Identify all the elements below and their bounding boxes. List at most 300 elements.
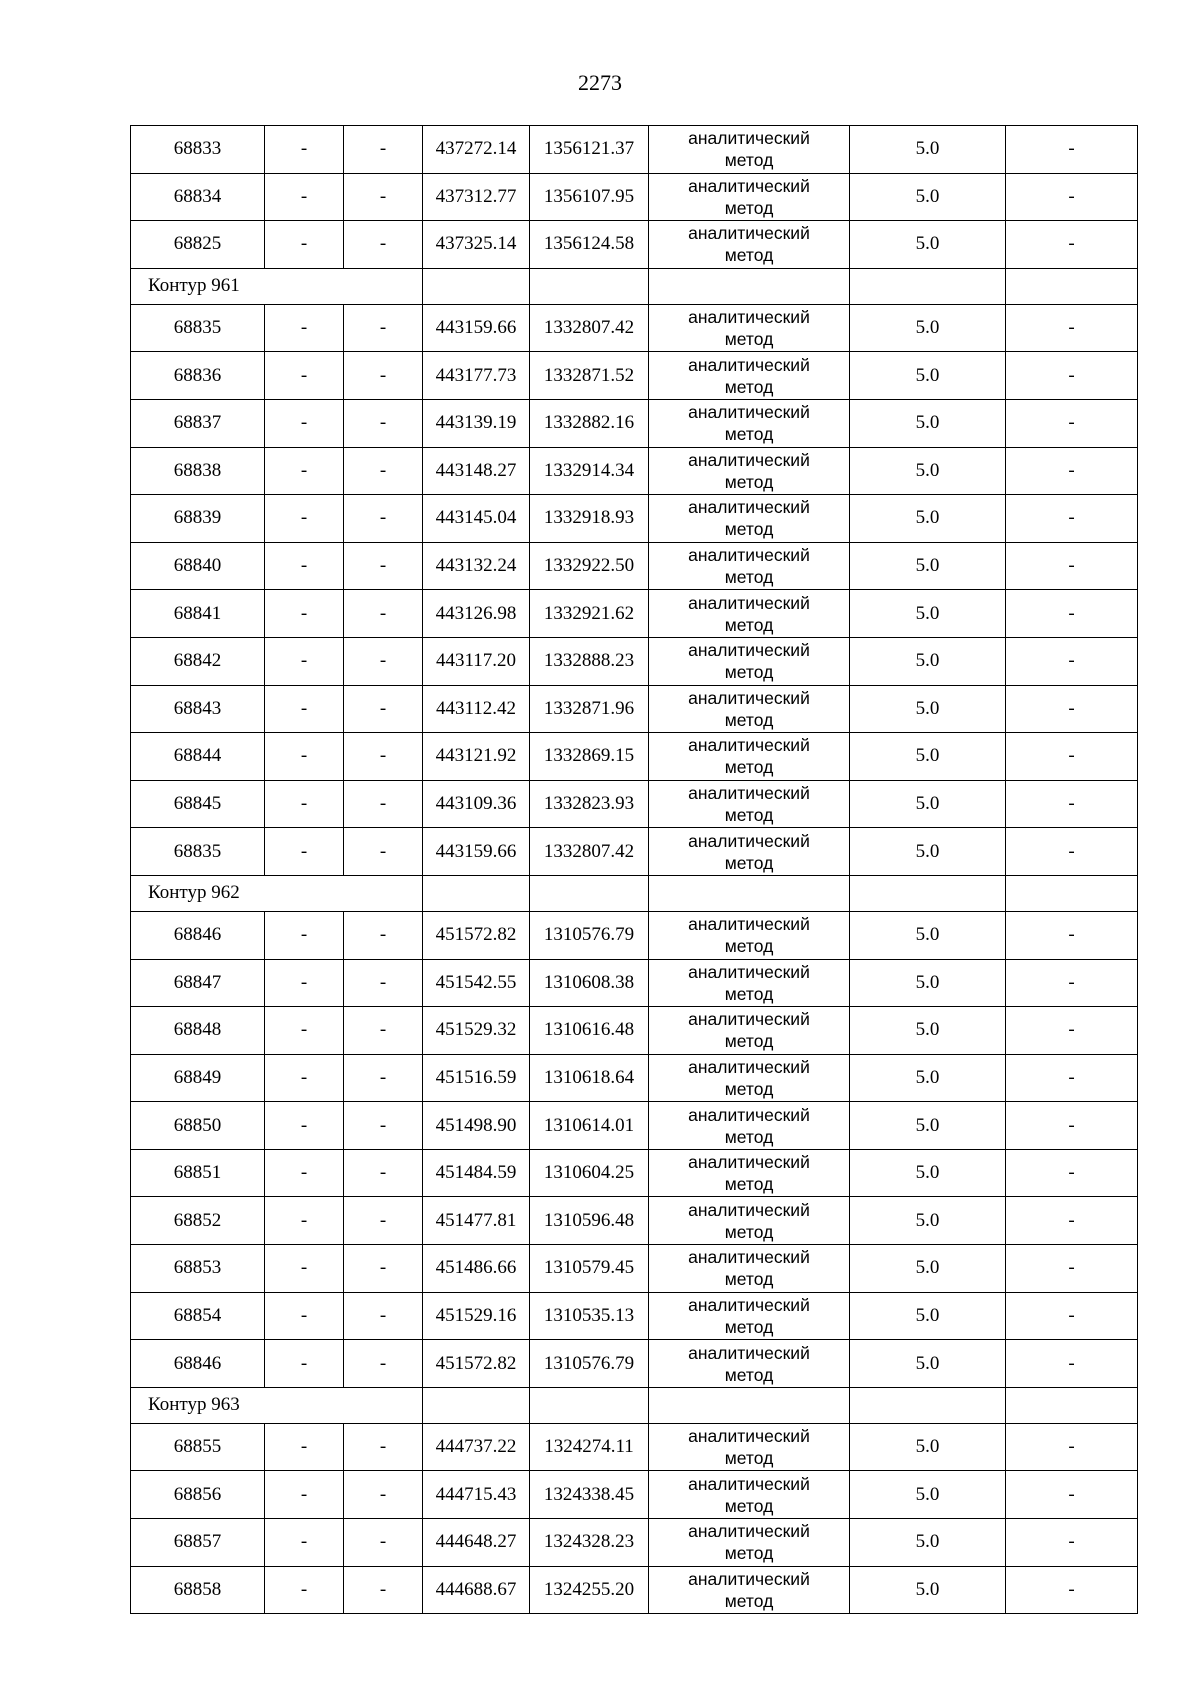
method-line-1: аналитический: [688, 592, 810, 613]
coordinate-x-cell: 451516.59: [423, 1054, 530, 1102]
table-row: [131, 780, 1138, 828]
point-number-cell: 68841: [131, 590, 265, 638]
coordinate-y-cell: 1324274.11: [530, 1423, 649, 1471]
method-line-1: аналитический: [688, 1009, 810, 1030]
accuracy-cell: 5.0: [850, 1292, 1006, 1340]
method-line-2: метод: [724, 1126, 774, 1147]
point-number-cell: 68842: [131, 637, 265, 685]
empty-cell: [850, 1387, 1006, 1423]
method-cell: [649, 173, 850, 221]
dash-cell: -: [344, 221, 423, 269]
method-line-2: метод: [724, 1448, 774, 1469]
accuracy-cell: 5.0: [850, 637, 1006, 685]
dash-cell: -: [344, 1149, 423, 1197]
coordinate-x-cell: 451572.82: [423, 1340, 530, 1388]
table-row: [131, 1149, 1138, 1197]
table-body: [131, 126, 1138, 1614]
coordinate-y-cell: 1332918.93: [530, 495, 649, 543]
table-row: [131, 221, 1138, 269]
note-cell: -: [1006, 685, 1138, 733]
method-cell: [649, 1566, 850, 1614]
table-row: [131, 1471, 1138, 1519]
method-cell: [649, 1007, 850, 1055]
coordinate-x-cell: 443145.04: [423, 495, 530, 543]
point-number-cell: 68844: [131, 733, 265, 781]
method-line-2: метод: [724, 936, 774, 957]
accuracy-cell: 5.0: [850, 495, 1006, 543]
note-cell: -: [1006, 1054, 1138, 1102]
empty-cell: [530, 1387, 649, 1423]
note-cell: -: [1006, 399, 1138, 447]
accuracy-cell: 5.0: [850, 1245, 1006, 1293]
method-line-1: аналитический: [688, 1426, 810, 1447]
dash-cell: -: [265, 1102, 344, 1150]
method-line-1: аналитический: [688, 783, 810, 804]
accuracy-cell: 5.0: [850, 1007, 1006, 1055]
dash-cell: -: [265, 1292, 344, 1340]
point-number-cell: 68848: [131, 1007, 265, 1055]
method-line-2: метод: [724, 1495, 774, 1516]
coordinate-y-cell: 1332869.15: [530, 733, 649, 781]
dash-cell: -: [344, 126, 423, 174]
coordinate-x-cell: 443159.66: [423, 828, 530, 876]
method-line-2: метод: [724, 614, 774, 635]
point-number-cell: 68840: [131, 542, 265, 590]
method-cell: [649, 1102, 850, 1150]
table-row: [131, 495, 1138, 543]
dash-cell: -: [265, 1054, 344, 1102]
dash-cell: -: [265, 1197, 344, 1245]
accuracy-cell: 5.0: [850, 447, 1006, 495]
coordinate-y-cell: 1310608.38: [530, 959, 649, 1007]
dash-cell: -: [265, 221, 344, 269]
method-line-1: аналитический: [688, 1521, 810, 1542]
empty-cell: [423, 268, 530, 304]
coordinate-x-cell: 443126.98: [423, 590, 530, 638]
note-cell: -: [1006, 1007, 1138, 1055]
dash-cell: -: [265, 1519, 344, 1567]
contour-label: Контур 961: [131, 268, 423, 304]
note-cell: -: [1006, 352, 1138, 400]
coordinate-x-cell: 443148.27: [423, 447, 530, 495]
dash-cell: -: [265, 1340, 344, 1388]
point-number-cell: 68854: [131, 1292, 265, 1340]
coordinate-x-cell: 451572.82: [423, 911, 530, 959]
coordinate-x-cell: 443121.92: [423, 733, 530, 781]
point-number-cell: 68855: [131, 1423, 265, 1471]
coordinate-y-cell: 1332807.42: [530, 304, 649, 352]
coordinate-x-cell: 443139.19: [423, 399, 530, 447]
coordinate-x-cell: 437272.14: [423, 126, 530, 174]
method-line-1: аналитический: [688, 735, 810, 756]
method-line-1: аналитический: [688, 545, 810, 566]
note-cell: -: [1006, 959, 1138, 1007]
point-number-cell: 68852: [131, 1197, 265, 1245]
coordinate-y-cell: 1356124.58: [530, 221, 649, 269]
coordinate-y-cell: 1332921.62: [530, 590, 649, 638]
dash-cell: -: [344, 1566, 423, 1614]
point-number-cell: 68851: [131, 1149, 265, 1197]
coordinate-y-cell: 1310579.45: [530, 1245, 649, 1293]
dash-cell: -: [265, 399, 344, 447]
dash-cell: -: [265, 733, 344, 781]
dash-cell: -: [265, 828, 344, 876]
point-number-cell: 68839: [131, 495, 265, 543]
empty-cell: [649, 268, 850, 304]
method-cell: [649, 685, 850, 733]
accuracy-cell: 5.0: [850, 1423, 1006, 1471]
dash-cell: -: [265, 352, 344, 400]
empty-cell: [530, 875, 649, 911]
note-cell: -: [1006, 1566, 1138, 1614]
note-cell: -: [1006, 495, 1138, 543]
method-line-1: аналитический: [688, 175, 810, 196]
coordinate-x-cell: 451484.59: [423, 1149, 530, 1197]
accuracy-cell: 5.0: [850, 1197, 1006, 1245]
dash-cell: -: [265, 495, 344, 543]
method-line-2: метод: [724, 150, 774, 171]
table-row: [131, 959, 1138, 1007]
accuracy-cell: 5.0: [850, 1471, 1006, 1519]
method-line-1: аналитический: [688, 961, 810, 982]
method-line-2: метод: [724, 1031, 774, 1052]
accuracy-cell: 5.0: [850, 173, 1006, 221]
method-line-1: аналитический: [688, 1294, 810, 1315]
accuracy-cell: 5.0: [850, 399, 1006, 447]
dash-cell: -: [265, 447, 344, 495]
coordinate-x-cell: 444715.43: [423, 1471, 530, 1519]
point-number-cell: 68857: [131, 1519, 265, 1567]
point-number-cell: 68838: [131, 447, 265, 495]
dash-cell: -: [265, 1423, 344, 1471]
empty-cell: [850, 875, 1006, 911]
coordinate-y-cell: 1356121.37: [530, 126, 649, 174]
method-cell: [649, 733, 850, 781]
coordinate-x-cell: 451498.90: [423, 1102, 530, 1150]
method-cell: [649, 399, 850, 447]
note-cell: -: [1006, 1423, 1138, 1471]
contour-label: Контур 963: [131, 1387, 423, 1423]
point-number-cell: 68850: [131, 1102, 265, 1150]
method-line-2: метод: [724, 197, 774, 218]
method-line-2: метод: [724, 1543, 774, 1564]
dash-cell: -: [265, 1007, 344, 1055]
table-row: [131, 1292, 1138, 1340]
coordinate-y-cell: 1324328.23: [530, 1519, 649, 1567]
method-line-1: аналитический: [688, 830, 810, 851]
dash-cell: -: [344, 1245, 423, 1293]
method-cell: [649, 447, 850, 495]
dash-cell: -: [344, 685, 423, 733]
accuracy-cell: 5.0: [850, 542, 1006, 590]
point-number-cell: 68835: [131, 304, 265, 352]
note-cell: -: [1006, 173, 1138, 221]
accuracy-cell: 5.0: [850, 1340, 1006, 1388]
contour-header-row: [131, 268, 1138, 304]
method-cell: [649, 1245, 850, 1293]
accuracy-cell: 5.0: [850, 590, 1006, 638]
contour-header-row: [131, 875, 1138, 911]
method-line-2: метод: [724, 805, 774, 826]
method-line-2: метод: [724, 424, 774, 445]
dash-cell: -: [265, 959, 344, 1007]
coordinate-y-cell: 1356107.95: [530, 173, 649, 221]
table-row: [131, 685, 1138, 733]
note-cell: -: [1006, 780, 1138, 828]
method-cell: [649, 1423, 850, 1471]
point-number-cell: 68836: [131, 352, 265, 400]
table-row: [131, 590, 1138, 638]
empty-cell: [1006, 1387, 1138, 1423]
method-line-1: аналитический: [688, 1152, 810, 1173]
coordinate-y-cell: 1310604.25: [530, 1149, 649, 1197]
accuracy-cell: 5.0: [850, 126, 1006, 174]
coordinate-y-cell: 1310576.79: [530, 911, 649, 959]
accuracy-cell: 5.0: [850, 1566, 1006, 1614]
coordinate-x-cell: 444737.22: [423, 1423, 530, 1471]
method-cell: [649, 911, 850, 959]
note-cell: -: [1006, 1102, 1138, 1150]
dash-cell: -: [265, 637, 344, 685]
contour-label: Контур 962: [131, 875, 423, 911]
dash-cell: -: [265, 173, 344, 221]
method-line-1: аналитический: [688, 128, 810, 149]
method-line-1: аналитический: [688, 1247, 810, 1268]
page-number: 2273: [578, 70, 622, 95]
point-number-cell: 68856: [131, 1471, 265, 1519]
coordinate-y-cell: 1324255.20: [530, 1566, 649, 1614]
method-line-1: аналитический: [688, 1056, 810, 1077]
empty-cell: [649, 1387, 850, 1423]
method-cell: [649, 780, 850, 828]
accuracy-cell: 5.0: [850, 780, 1006, 828]
method-line-1: аналитический: [688, 1104, 810, 1125]
coordinate-y-cell: 1310618.64: [530, 1054, 649, 1102]
dash-cell: -: [344, 590, 423, 638]
table-row: [131, 352, 1138, 400]
dash-cell: -: [265, 1471, 344, 1519]
method-cell: [649, 959, 850, 1007]
note-cell: -: [1006, 828, 1138, 876]
table-row: [131, 1423, 1138, 1471]
method-line-2: метод: [724, 329, 774, 350]
accuracy-cell: 5.0: [850, 911, 1006, 959]
method-cell: [649, 1340, 850, 1388]
coordinate-x-cell: 437312.77: [423, 173, 530, 221]
coordinate-x-cell: 444688.67: [423, 1566, 530, 1614]
accuracy-cell: 5.0: [850, 1102, 1006, 1150]
accuracy-cell: 5.0: [850, 1519, 1006, 1567]
point-number-cell: 68846: [131, 1340, 265, 1388]
note-cell: -: [1006, 221, 1138, 269]
method-line-2: метод: [724, 471, 774, 492]
method-line-1: аналитический: [688, 640, 810, 661]
table-row: [131, 1054, 1138, 1102]
table-row: [131, 637, 1138, 685]
point-number-cell: 68847: [131, 959, 265, 1007]
note-cell: -: [1006, 1149, 1138, 1197]
coordinate-x-cell: 437325.14: [423, 221, 530, 269]
method-line-2: метод: [724, 1221, 774, 1242]
method-line-1: аналитический: [688, 687, 810, 708]
coordinate-y-cell: 1332871.52: [530, 352, 649, 400]
contour-header-row: [131, 1387, 1138, 1423]
accuracy-cell: 5.0: [850, 304, 1006, 352]
method-cell: [649, 590, 850, 638]
coordinate-y-cell: 1310616.48: [530, 1007, 649, 1055]
coordinate-y-cell: 1332888.23: [530, 637, 649, 685]
coordinate-y-cell: 1332922.50: [530, 542, 649, 590]
method-line-2: метод: [724, 1364, 774, 1385]
point-number-cell: 68853: [131, 1245, 265, 1293]
coordinate-x-cell: 451542.55: [423, 959, 530, 1007]
table-row: [131, 1197, 1138, 1245]
method-cell: [649, 1197, 850, 1245]
coordinate-x-cell: 444648.27: [423, 1519, 530, 1567]
table-row: [131, 1340, 1138, 1388]
point-number-cell: 68837: [131, 399, 265, 447]
dash-cell: -: [344, 447, 423, 495]
coordinate-x-cell: 443177.73: [423, 352, 530, 400]
method-line-2: метод: [724, 1590, 774, 1611]
dash-cell: -: [344, 352, 423, 400]
accuracy-cell: 5.0: [850, 1149, 1006, 1197]
point-number-cell: 68834: [131, 173, 265, 221]
method-cell: [649, 221, 850, 269]
method-cell: [649, 1292, 850, 1340]
method-line-2: метод: [724, 519, 774, 540]
method-line-2: метод: [724, 852, 774, 873]
dash-cell: -: [265, 1566, 344, 1614]
method-cell: [649, 542, 850, 590]
method-line-1: аналитический: [688, 449, 810, 470]
coordinate-y-cell: 1310596.48: [530, 1197, 649, 1245]
dash-cell: -: [344, 828, 423, 876]
method-line-2: метод: [724, 1174, 774, 1195]
point-number-cell: 68849: [131, 1054, 265, 1102]
coordinate-y-cell: 1332807.42: [530, 828, 649, 876]
coordinate-x-cell: 451477.81: [423, 1197, 530, 1245]
method-line-1: аналитический: [688, 1473, 810, 1494]
note-cell: -: [1006, 1340, 1138, 1388]
note-cell: -: [1006, 1471, 1138, 1519]
method-line-2: метод: [724, 376, 774, 397]
point-number-cell: 68835: [131, 828, 265, 876]
method-line-2: метод: [724, 983, 774, 1004]
method-line-1: аналитический: [688, 1342, 810, 1363]
method-line-2: метод: [724, 662, 774, 683]
dash-cell: -: [265, 590, 344, 638]
accuracy-cell: 5.0: [850, 352, 1006, 400]
dash-cell: -: [265, 542, 344, 590]
method-line-2: метод: [724, 1269, 774, 1290]
method-line-1: аналитический: [688, 223, 810, 244]
point-number-cell: 68845: [131, 780, 265, 828]
coordinate-x-cell: 443109.36: [423, 780, 530, 828]
method-cell: [649, 828, 850, 876]
dash-cell: -: [344, 911, 423, 959]
table-row: [131, 1102, 1138, 1150]
dash-cell: -: [344, 733, 423, 781]
note-cell: -: [1006, 590, 1138, 638]
dash-cell: -: [344, 780, 423, 828]
note-cell: -: [1006, 1245, 1138, 1293]
note-cell: -: [1006, 911, 1138, 959]
coordinate-x-cell: 443159.66: [423, 304, 530, 352]
table-row: [131, 1519, 1138, 1567]
empty-cell: [649, 875, 850, 911]
accuracy-cell: 5.0: [850, 959, 1006, 1007]
coordinate-y-cell: 1310614.01: [530, 1102, 649, 1150]
point-number-cell: 68843: [131, 685, 265, 733]
coordinate-x-cell: 443132.24: [423, 542, 530, 590]
dash-cell: -: [344, 1007, 423, 1055]
coordinate-y-cell: 1332914.34: [530, 447, 649, 495]
method-line-1: аналитический: [688, 914, 810, 935]
table-row: [131, 1007, 1138, 1055]
table-row: [131, 542, 1138, 590]
note-cell: -: [1006, 542, 1138, 590]
method-line-2: метод: [724, 245, 774, 266]
coordinate-y-cell: 1332882.16: [530, 399, 649, 447]
empty-cell: [1006, 875, 1138, 911]
method-cell: [649, 495, 850, 543]
empty-cell: [850, 268, 1006, 304]
table-row: [131, 304, 1138, 352]
table-row: [131, 173, 1138, 221]
dash-cell: -: [265, 685, 344, 733]
note-cell: -: [1006, 126, 1138, 174]
method-line-2: метод: [724, 709, 774, 730]
dash-cell: -: [344, 1102, 423, 1150]
method-cell: [649, 1149, 850, 1197]
dash-cell: -: [344, 1519, 423, 1567]
dash-cell: -: [344, 173, 423, 221]
method-cell: [649, 1471, 850, 1519]
coordinate-x-cell: 443117.20: [423, 637, 530, 685]
dash-cell: -: [344, 1197, 423, 1245]
note-cell: -: [1006, 1292, 1138, 1340]
method-cell: [649, 126, 850, 174]
dash-cell: -: [344, 1471, 423, 1519]
empty-cell: [1006, 268, 1138, 304]
table-row: [131, 828, 1138, 876]
method-line-2: метод: [724, 757, 774, 778]
dash-cell: -: [265, 126, 344, 174]
note-cell: -: [1006, 637, 1138, 685]
dash-cell: -: [344, 399, 423, 447]
method-line-2: метод: [724, 1316, 774, 1337]
method-line-2: метод: [724, 567, 774, 588]
dash-cell: -: [344, 1054, 423, 1102]
table-row: [131, 126, 1138, 174]
method-cell: [649, 637, 850, 685]
table-row: [131, 911, 1138, 959]
accuracy-cell: 5.0: [850, 1054, 1006, 1102]
method-line-1: аналитический: [688, 354, 810, 375]
coordinate-x-cell: 451529.16: [423, 1292, 530, 1340]
coordinate-y-cell: 1332871.96: [530, 685, 649, 733]
method-line-1: аналитический: [688, 1568, 810, 1589]
coordinate-y-cell: 1324338.45: [530, 1471, 649, 1519]
note-cell: -: [1006, 1197, 1138, 1245]
empty-cell: [530, 268, 649, 304]
method-cell: [649, 1519, 850, 1567]
method-line-1: аналитический: [688, 307, 810, 328]
accuracy-cell: 5.0: [850, 685, 1006, 733]
point-number-cell: 68833: [131, 126, 265, 174]
method-line-1: аналитический: [688, 497, 810, 518]
